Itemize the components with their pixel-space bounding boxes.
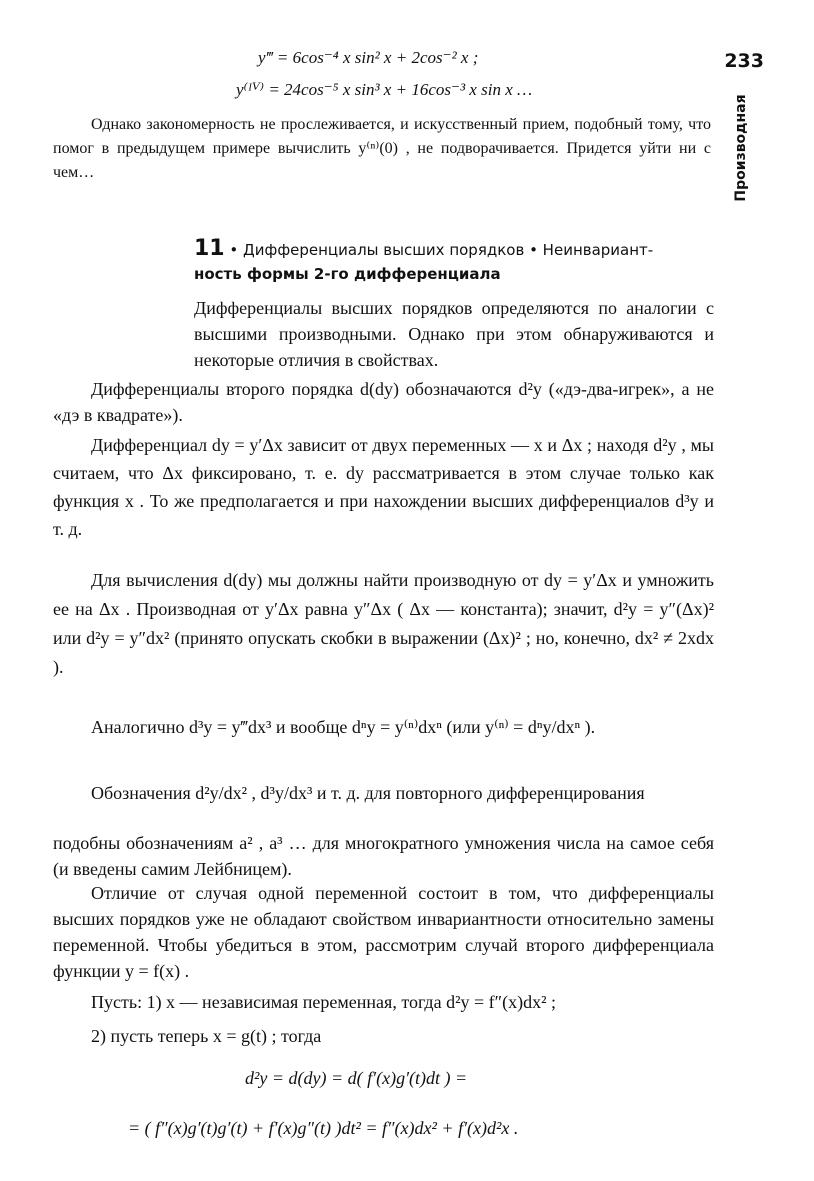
- formula-third-derivative: y‴ = 6cos⁻⁴ x sin² x + 2cos⁻² x ;: [258, 48, 479, 67]
- section-title-line1: • Дифференциалы высших порядков • Неинвариант-: [229, 241, 654, 259]
- case-two-line: 2) пусть теперь x = g(t) ; тогда: [91, 1026, 322, 1046]
- paragraph: Отличие от случая одной переменной состоит в том, что дифференциалы высших порядков уже не обладают свойством инвариантности относительно замены переменной. Чтобы убедиться в этом, рассмотрим случай второго дифференциала функции y = f(x) .: [53, 883, 714, 981]
- section-tab: [706, 94, 776, 202]
- section-title-line2: ность формы 2-го дифференциала: [194, 265, 501, 283]
- paragraph: подобны обозначениям a² , a³ … для многократного умножения числа на самое себя (и введены самим Лейбницем).: [53, 833, 714, 879]
- paragraph: Дифференциал dy = y′Δx зависит от двух переменных — x и Δx ; находя d²y , мы считаем, что Δx фиксировано, т. е. dy рассматривается в этом случае только как функция x . То же предполагается и при нахождении высших дифференциалов d³y и т. д.: [53, 435, 714, 539]
- section-number: 11: [194, 236, 225, 261]
- final-formula-line2: = ( f″(x)g′(t)g′(t) + f′(x)g″(t) )dt² = f″(x)dx² + f′(x)d²x .: [128, 1118, 519, 1138]
- paragraph: Дифференциалы второго порядка d(dy) обозначаются d²y («дэ-два-игрек», а не «дэ в квадрате»).: [53, 379, 714, 425]
- notation-line: Обозначения d²y/dx² , d³y/dx³ и т. д. для повторного дифференцирования: [91, 783, 645, 803]
- case-one-line: Пусть: 1) x — независимая переменная, тогда d²y = f″(x)dx² ;: [91, 992, 557, 1012]
- section-tab-label: Производная: [733, 94, 749, 202]
- page-number: 233: [724, 50, 764, 72]
- analog-line: Аналогично d³y = y‴dx³ и вообще dⁿy = y⁽ⁿ⁾dxⁿ (или y⁽ⁿ⁾ = dⁿy/dxⁿ ).: [91, 717, 596, 737]
- formula-fourth-derivative: y⁽ᴵⱽ⁾ = 24cos⁻⁵ x sin³ x + 16cos⁻³ x sin x …: [236, 80, 533, 99]
- paragraph: Для вычисления d(dy) мы должны найти производную от dy = y′Δx и умножить ее на Δx . Производная от y′Δx равна y″Δx ( Δx — константа); значит, d²y = y″(Δx)² или d²y = y″dx² (принято опускать скобки в выражении (Δx)² ; но, конечно, dx² ≠ 2xdx ).: [53, 570, 714, 677]
- section-heading: [194, 237, 714, 286]
- final-formula-line1: d²y = d(dy) = d( f′(x)g′(t)dt ) =: [245, 1068, 468, 1088]
- intro-paragraph: Однако закономерность не прослеживается, и искусственный прием, подобный тому, что помог в предыдущем примере вычислить y⁽ⁿ⁾(0) , не подворачивается. Придется уйти ни с чем…: [53, 116, 711, 181]
- paragraph: Дифференциалы высших порядков определяются по аналогии с высшими производными. Однако при этом обнаруживаются и некоторые отличия в свойствах.: [194, 298, 714, 370]
